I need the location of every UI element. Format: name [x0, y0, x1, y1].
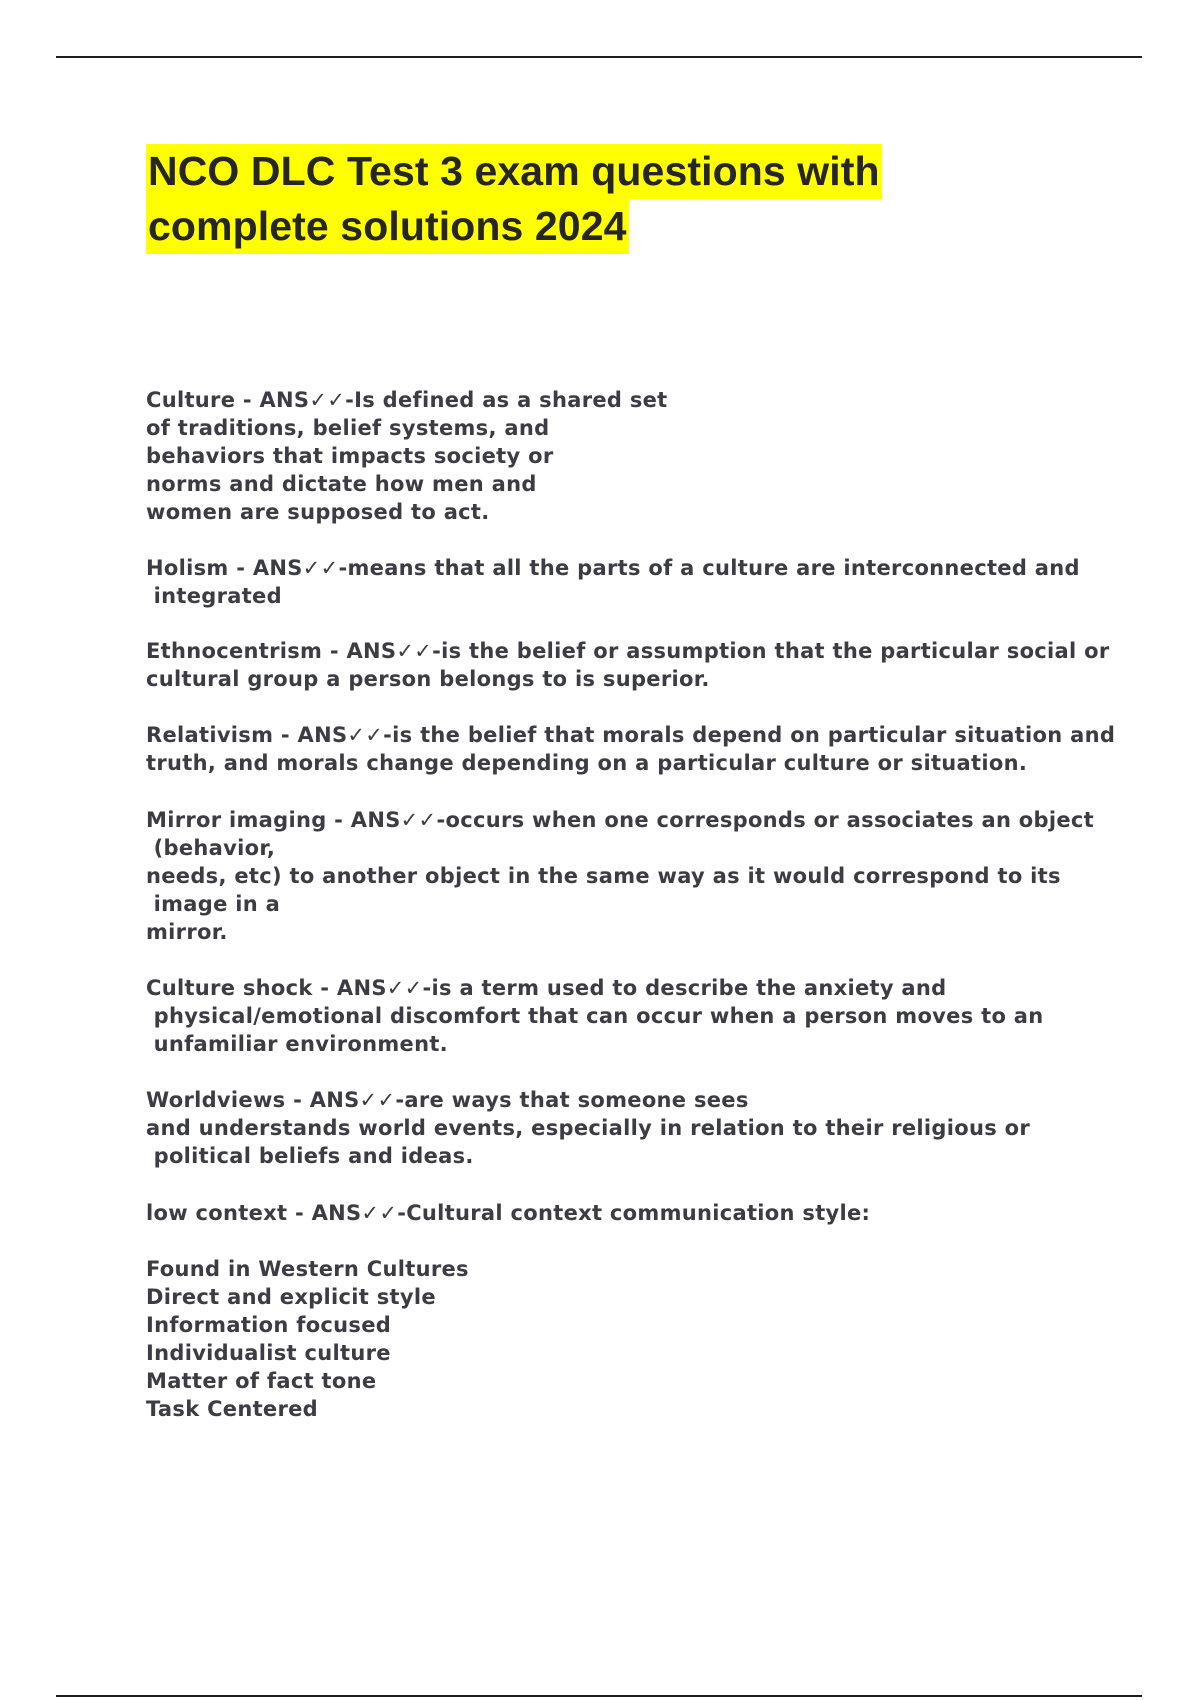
qa-entry-mirror-imaging: [146, 806, 1094, 946]
entry-line: political beliefs and ideas.: [146, 1144, 474, 1168]
list-item: Matter of fact tone: [146, 1369, 377, 1393]
title-line: NCO DLC Test 3 exam questions with: [146, 144, 882, 199]
entry-line: Ethnocentrism - ANS✓✓-is the belief or assumption that the particular social or: [146, 639, 1110, 663]
entry-line: physical/emotional discomfort that can occur when a person moves to an: [146, 1004, 1044, 1028]
qa-entry-culture-shock: [146, 974, 1044, 1058]
entry-line: cultural group a person belongs to is superior.: [146, 667, 710, 691]
list-item: Direct and explicit style: [146, 1285, 436, 1309]
entry-line: integrated: [146, 584, 282, 608]
entry-line: Worldviews - ANS✓✓-are ways that someone sees: [146, 1088, 749, 1112]
entry-line: mirror.: [146, 920, 228, 944]
qa-entry-worldviews: [146, 1086, 1030, 1170]
top-rule: [56, 56, 1142, 58]
entry-line: Culture - ANS✓✓-Is defined as a shared set: [146, 388, 668, 412]
list-item: Found in Western Cultures: [146, 1257, 469, 1281]
entry-line: Holism - ANS✓✓-means that all the parts of a culture are interconnected and: [146, 556, 1080, 580]
bottom-rule: [56, 1695, 1142, 1697]
list-item: Individualist culture: [146, 1341, 391, 1365]
document-title: [146, 144, 1146, 254]
entry-line: norms and dictate how men and: [146, 472, 537, 496]
list-item: Information focused: [146, 1313, 392, 1337]
entry-line: of traditions, belief systems, and: [146, 416, 550, 440]
entry-line: unfamiliar environment.: [146, 1032, 448, 1056]
entry-line: Culture shock - ANS✓✓-is a term used to describe the anxiety and: [146, 976, 947, 1000]
qa-entry-relativism: [146, 721, 1115, 777]
low-context-traits-list: [146, 1255, 469, 1423]
entry-line: image in a: [146, 892, 281, 916]
qa-entry-low-context: [146, 1199, 870, 1227]
title-line: complete solutions 2024: [146, 199, 629, 254]
entry-line: needs, etc) to another object in the same way as it would correspond to its: [146, 864, 1061, 888]
entry-line: women are supposed to act.: [146, 500, 490, 524]
entry-line: (behavior,: [146, 836, 276, 860]
qa-entry-culture: [146, 386, 668, 526]
entry-line: Mirror imaging - ANS✓✓-occurs when one corresponds or associates an object: [146, 808, 1094, 832]
entry-line: truth, and morals change depending on a particular culture or situation.: [146, 751, 1028, 775]
list-item: Task Centered: [146, 1397, 318, 1421]
qa-entry-holism: [146, 554, 1080, 610]
entry-line: behaviors that impacts society or: [146, 444, 554, 468]
entry-line: low context - ANS✓✓-Cultural context communication style:: [146, 1201, 871, 1225]
entry-line: Relativism - ANS✓✓-is the belief that morals depend on particular situation and: [146, 723, 1116, 747]
qa-entry-ethnocentrism: [146, 637, 1110, 693]
entry-line: and understands world events, especially in relation to their religious or: [146, 1116, 1031, 1140]
